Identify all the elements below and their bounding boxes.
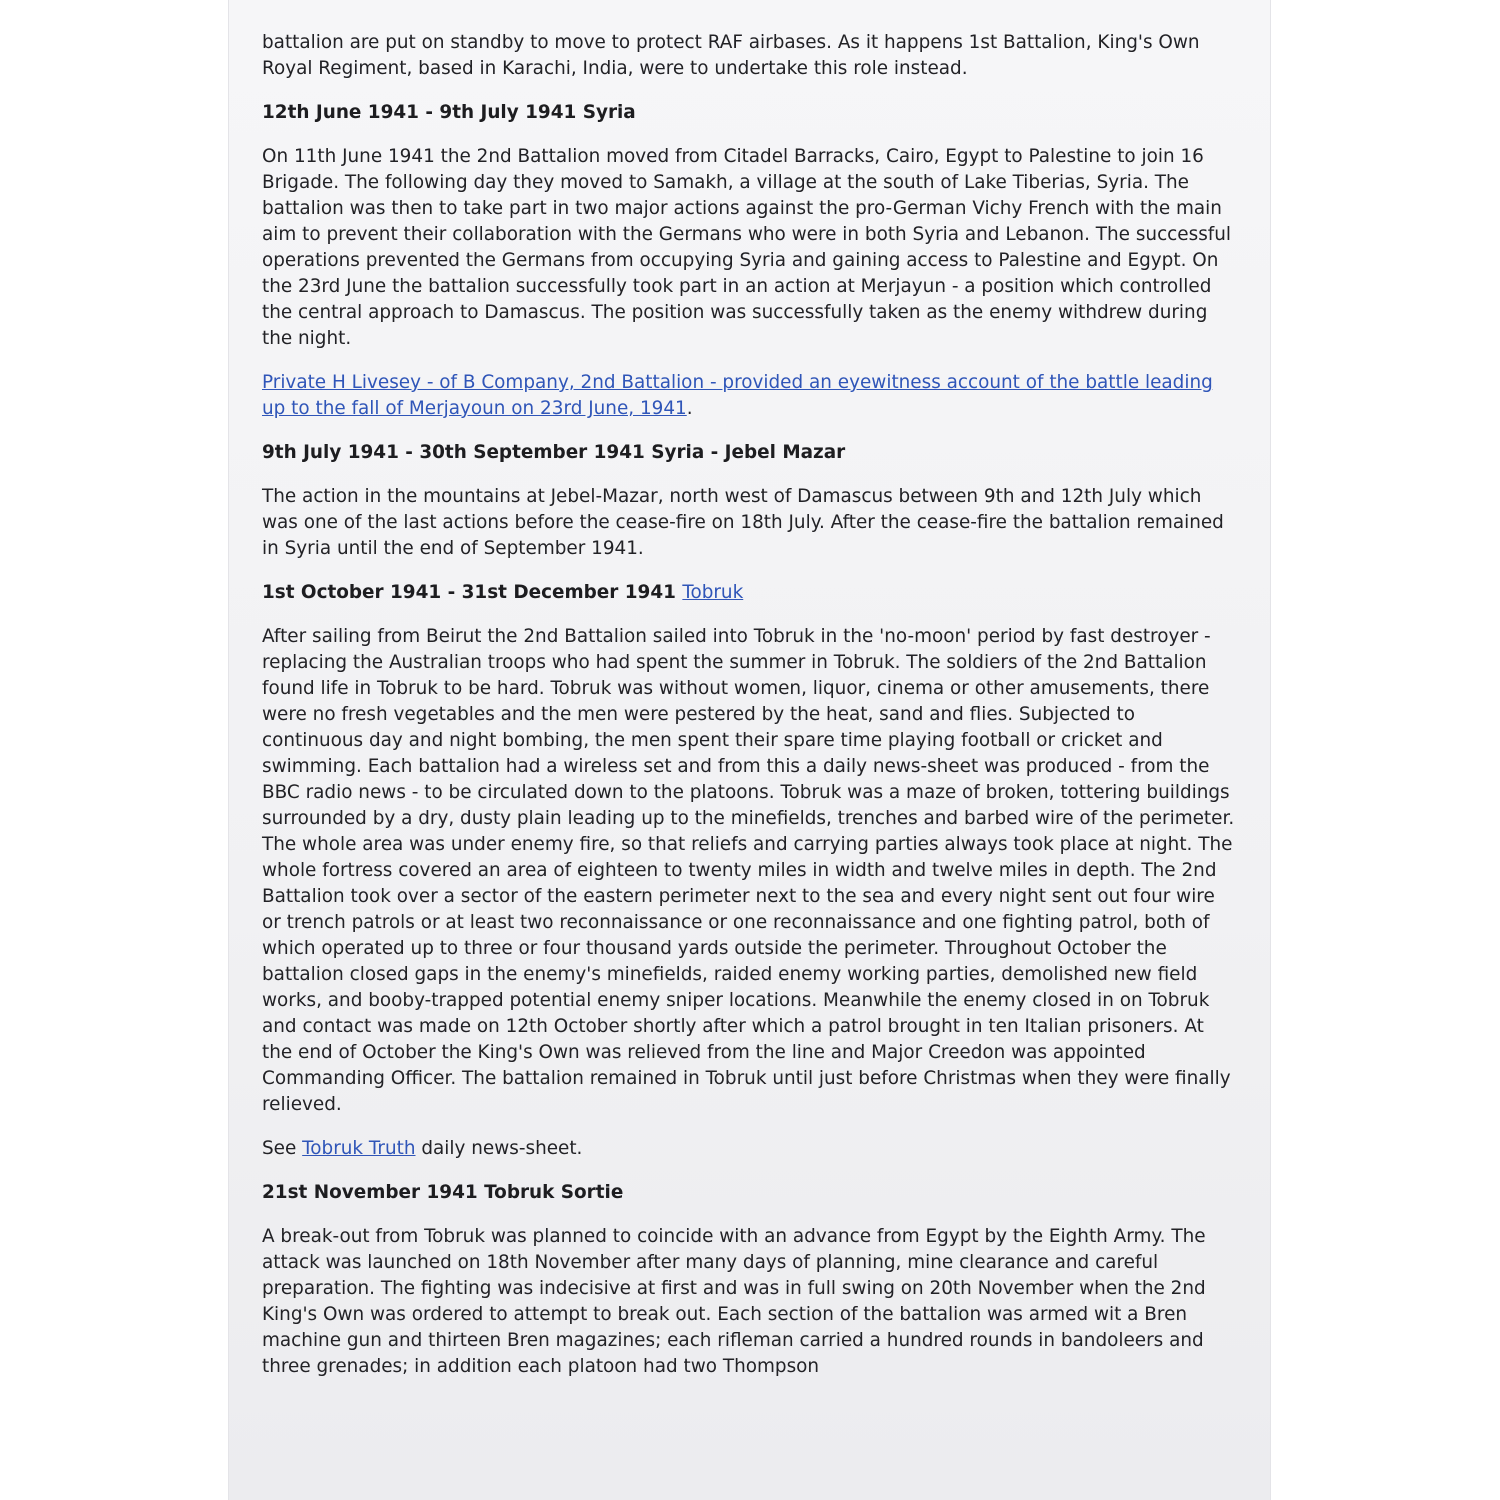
intro-paragraph: battalion are put on standby to move to protect RAF airbases. As it happens 1st Battalion, King's Own Royal Regiment, based in Karachi, India, were to undertake this role instead.: [262, 32, 1200, 79]
livesey-account-link[interactable]: Private H Livesey - of B Company, 2nd Battalion - provided an eyewitness account of the battle leading up to the fall of Merjayoun on 23rd June, 1941: [262, 372, 1213, 419]
tobruk-truth-paragraph: [262, 1136, 1237, 1162]
heading-syria: 12th June 1941 - 9th July 1941 Syria: [262, 102, 636, 123]
tobruk-link[interactable]: Tobruk: [682, 582, 744, 603]
jebel-mazar-paragraph: The action in the mountains at Jebel-Mazar, north west of Damascus between 9th and 12th July which was one of the last actions before the cease-fire on 18th July. After the cease-fire the battalion remained in Syria until the end of September 1941.: [262, 486, 1224, 559]
heading-tobruk-sortie: 21st November 1941 Tobruk Sortie: [262, 1182, 624, 1203]
livesey-paragraph: [262, 370, 1237, 422]
sortie-paragraph: A break-out from Tobruk was planned to coincide with an advance from Egypt by the Eighth Army. The attack was launched on 18th November after many days of planning, mine clearance and careful preparation. The fighting was indecisive at first and was in full swing on 20th November when the 2nd King's Own was ordered to attempt to break out. Each section of the battalion was armed wit a Bren machine gun and thirteen Bren magazines; each rifleman carried a hundred rounds in bandoleers and three grenades; in addition each platoon had two Thompson: [262, 1226, 1206, 1377]
tobruk-truth-link[interactable]: Tobruk Truth: [302, 1138, 416, 1159]
syria-paragraph: On 11th June 1941 the 2nd Battalion moved from Citadel Barracks, Cairo, Egypt to Palestine to join 16 Brigade. The following day they moved to Samakh, a village at the south of Lake Tiberias, Syria. The battalion was then to take part in two major actions against the pro-German Vichy French with the main aim to prevent their collaboration with the Germans who were in both Syria and Lebanon. The successful operations prevented the Germans from occupying Syria and gaining access to Palestine and Egypt. On the 23rd June the battalion successfully took part in an action at Merjayun - a position which controlled the central approach to Damascus. The position was successfully taken as the enemy withdrew during the night.: [262, 146, 1232, 349]
see-suffix: daily news-sheet.: [415, 1138, 583, 1159]
heading-tobruk: [262, 580, 1237, 606]
livesey-link-suffix: .: [686, 398, 693, 419]
document-content: [262, 30, 1237, 1380]
tobruk-paragraph: After sailing from Beirut the 2nd Battalion sailed into Tobruk in the 'no-moon' period by fast destroyer - replacing the Australian troops who had spent the summer in Tobruk. The soldiers of the 2nd Battalion found life in Tobruk to be hard. Tobruk was without women, liquor, cinema or other amusements, there were no fresh vegetables and the men were pestered by the heat, sand and flies. Subjected to continuous day and night bombing, the men spent their spare time playing football or cricket and swimming. Each battalion had a wireless set and from this a daily news-sheet was produced - from the BBC radio news - to be circulated down to the platoons. Tobruk was a maze of broken, tottering buildings surrounded by a dry, dusty plain leading up to the minefields, trenches and barbed wire of the perimeter. The whole area was under enemy fire, so that reliefs and carrying parties always took place at night. The whole fortress covered an area of eighteen to twenty miles in width and twelve miles in depth. The 2nd Battalion took over a sector of the eastern perimeter next to the sea and every night sent out four wire or trench patrols or at least two reconnaissance or one reconnaissance and one fighting patrol, both of which operated up to three or four thousand yards outside the perimeter. Throughout October the battalion closed gaps in the enemy's minefields, raided enemy working parties, demolished new field works, and booby-trapped potential enemy sniper locations. Meanwhile the enemy closed in on Tobruk and contact was made on 12th October shortly after which a patrol brought in ten Italian prisoners. At the end of October the King's Own was relieved from the line and Major Creedon was appointed Commanding Officer. The battalion remained in Tobruk until just before Christmas when they were finally relieved.: [262, 626, 1235, 1115]
heading-jebel-mazar: 9th July 1941 - 30th September 1941 Syria - Jebel Mazar: [262, 442, 846, 463]
document-page: [229, 0, 1270, 1500]
see-prefix: See: [262, 1138, 303, 1159]
heading-tobruk-text: 1st October 1941 - 31st December 1941: [262, 582, 683, 603]
